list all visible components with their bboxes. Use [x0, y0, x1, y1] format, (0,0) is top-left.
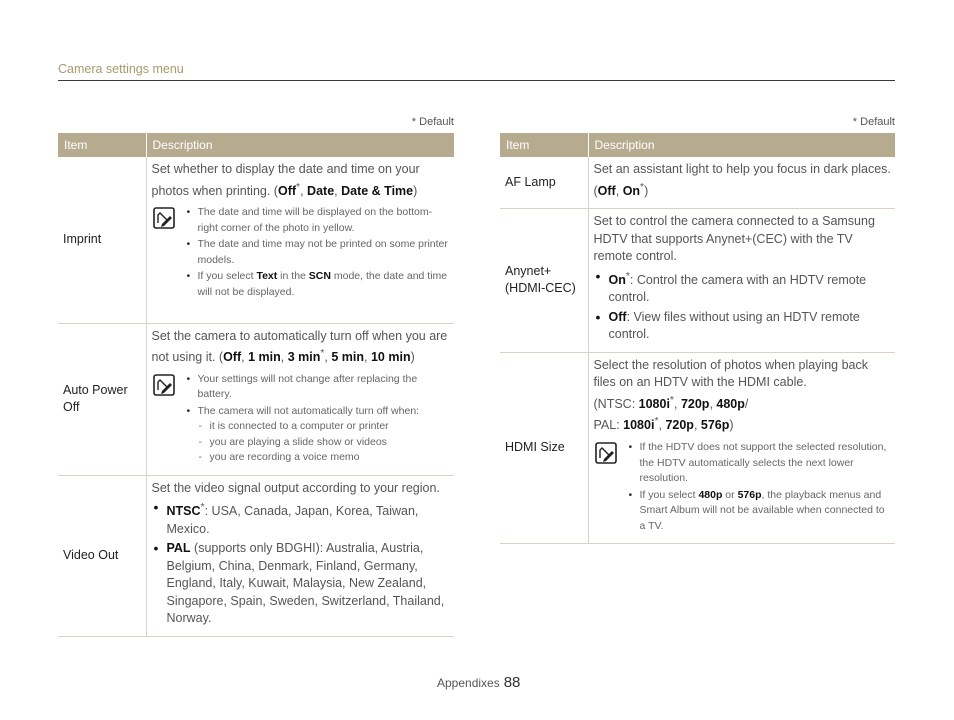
table-row-imprint: [58, 157, 454, 323]
column-header-item: Item: [58, 133, 146, 157]
column-header-description: Description: [588, 133, 895, 157]
page-number: 88: [503, 674, 521, 691]
item-name: Imprint: [58, 157, 146, 323]
page-header-title: Camera settings menu: [58, 62, 184, 76]
item-name: Auto Power Off: [58, 323, 146, 475]
footer-section-label: Appendixes: [437, 676, 500, 690]
right-default-note: * Default: [852, 116, 895, 128]
table-row-anynet: [500, 209, 895, 353]
header-divider: [58, 80, 895, 81]
item-description: Set to control the camera connected to a Samsung HDTV that supports Anynet+(CEC) with the TV remote control. • On*: Control the camera with an HDTV remote control. • Off: View files without using an HDTV remote control.: [588, 209, 895, 353]
item-name: AF Lamp: [500, 157, 588, 209]
item-description: Set whether to display the date and time on your photos when printing. (Off*, Date, Date & Time) • The date and time will be displayed on the bottom-right corner of the photo in yellow. • The date and time may not be printed on some printer models. • If you select Text in the SCN mode, the date and time will not be displayed.: [146, 157, 454, 323]
table-header-row: [500, 133, 895, 157]
note-block: [594, 440, 892, 535]
left-settings-table: [58, 133, 454, 637]
note-item: • If the HDTV does not support the selected resolution, the HDTV automatically selects the next lower resolution.: [628, 440, 892, 487]
note-pencil-icon: [594, 442, 618, 464]
table-row-video-out: [58, 475, 454, 636]
column-header-item: Item: [500, 133, 588, 157]
table-row-hdmi-size: [500, 352, 895, 543]
item-description: Set an assistant light to help you focus in dark places. (Off, On*): [588, 157, 895, 209]
option-bullet-off: • Off: View files without using an HDTV remote control.: [594, 309, 892, 344]
sub-note-item: - you are recording a voice memo: [198, 450, 451, 466]
item-name: Video Out: [58, 475, 146, 636]
option-bullet-on: • On*: Control the camera with an HDTV remote control.: [594, 268, 892, 307]
note-item: • The camera will not automatically turn off when: - it is connected to a computer or printer - you are playing a slide show or videos - you are recording a voice memo: [186, 404, 451, 466]
option-bullet-pal: • PAL (supports only BDGHI): Australia, Austria, Belgium, China, Denmark, Finland, Germany, England, Italy, Kuwait, Malaysia, New Zealand, Singapore, Spain, Sweden, Switzerland, Thailand, Norway.: [152, 540, 451, 628]
table-row-auto-power-off: [58, 323, 454, 475]
left-default-note: * Default: [411, 116, 454, 128]
item-description: Set the camera to automatically turn off when you are not using it. (Off, 1 min, 3 min*, 5 min, 10 min) • Your settings will not change after replacing the battery. • The camera will not automatically turn off when: - it is connected to a computer or printer - you are playing a slide show or videos - you are recording a voice memo: [146, 323, 454, 475]
option-bullet-ntsc: • NTSC*: USA, Canada, Japan, Korea, Taiwan, Mexico.: [152, 499, 451, 538]
right-settings-table: [500, 133, 895, 544]
note-item: • The date and time will be displayed on the bottom-right corner of the photo in yellow.: [186, 205, 451, 236]
sub-note-item: - it is connected to a computer or printer: [198, 419, 451, 435]
page-footer: [437, 674, 520, 691]
item-description: Set the video signal output according to your region. • NTSC*: USA, Canada, Japan, Korea, Taiwan, Mexico. • PAL (supports only BDGHI): Australia, Austria, Belgium, China, Denmark, Finland, Germany, England, Italy, Kuwait, Malaysia, New Zealand, Singapore, Spain, Sweden, Switzerland, Thailand, Norway.: [146, 475, 454, 636]
note-item: • If you select Text in the SCN mode, the date and time will not be displayed.: [186, 269, 451, 300]
note-item: • If you select 480p or 576p, the playback menus and Smart Album will not be available when connected to a TV.: [628, 488, 892, 535]
column-header-description: Description: [146, 133, 454, 157]
table-row-af-lamp: [500, 157, 895, 209]
note-item: • The date and time may not be printed on some printer models.: [186, 237, 451, 268]
item-description: Select the resolution of photos when playing back files on an HDTV with the HDMI cable. (NTSC: 1080i*, 720p, 480p/ PAL: 1080i*, 720p, 576p) • If the HDTV does not support the selected resolution, the HDTV automatically selects the next lower resolution. • If you select 480p or 576p, the playback menus and Smart Album will not be available when connected to a TV.: [588, 352, 895, 543]
note-item: • Your settings will not change after replacing the battery.: [186, 372, 451, 403]
table-header-row: [58, 133, 454, 157]
item-name: HDMI Size: [500, 352, 588, 543]
sub-note-item: - you are playing a slide show or videos: [198, 435, 451, 451]
note-block: [152, 372, 451, 467]
item-name: Anynet+ (HDMI-CEC): [500, 209, 588, 353]
note-pencil-icon: [152, 374, 176, 396]
note-block: [152, 205, 451, 301]
note-pencil-icon: [152, 207, 176, 229]
